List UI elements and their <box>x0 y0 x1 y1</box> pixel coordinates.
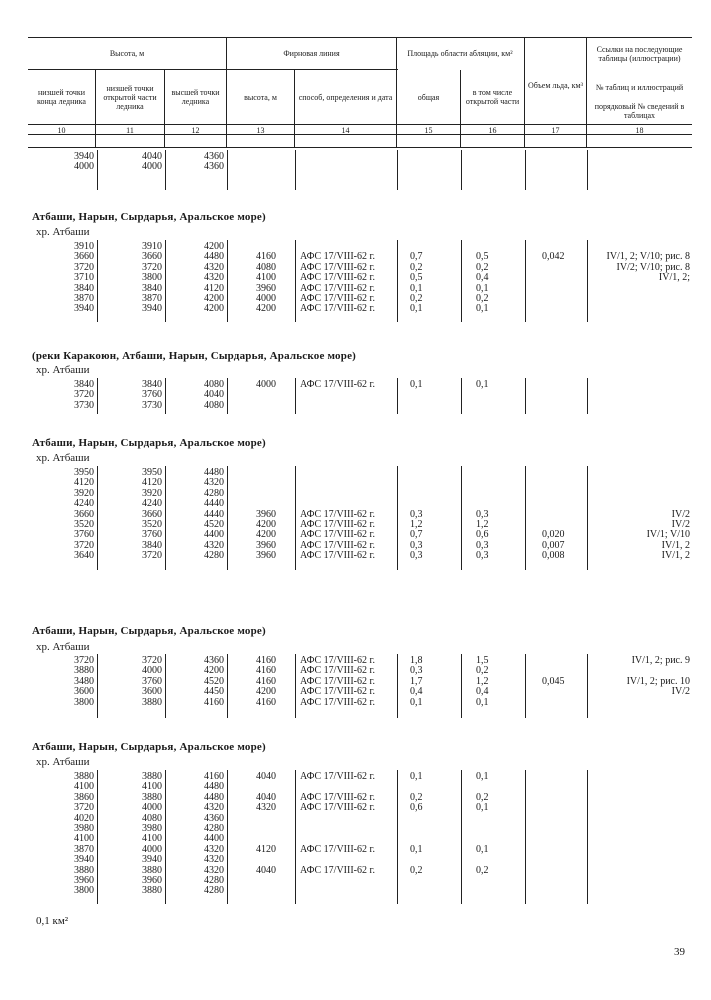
cell-column-c14: АФС 17/VIII-62 г. АФС 17/VIII-62 г. АФС 17/VIII-62 г. АФС 17/VIII-62 г. АФС 17/VIII-62 г. <box>300 771 375 876</box>
header-names-rule <box>28 124 692 125</box>
column-rule <box>97 378 98 414</box>
cell-column-c12: 4080 4040 4080 <box>204 379 224 411</box>
cell-column-c14: АФС 17/VIII-62 г. <box>300 379 375 390</box>
column-rule <box>587 770 588 904</box>
header-col14: способ, определения и дата <box>298 92 393 102</box>
cell-column-c12: 4480 4320 4280 4440 4440 4520 4400 4320 4280 <box>204 467 224 562</box>
cell-column-c10: 3940 4000 <box>74 151 94 173</box>
cell-column-c18: IV/2 IV/2 IV/1; V/10 IV/1, 2 IV/1, 2 <box>646 508 690 562</box>
col-number-11: 11 <box>126 126 134 135</box>
column-rule <box>295 150 296 190</box>
cell-column-c12: 4160 4480 4480 4320 4360 4280 4400 4320 4320 4320 4280 4280 <box>204 771 224 897</box>
column-rule <box>227 654 228 718</box>
column-rule <box>397 150 398 190</box>
footnote: 0,1 км² <box>36 915 69 927</box>
section-subtitle: хр. Атбаши <box>36 641 90 653</box>
column-rule <box>165 654 166 718</box>
header-col18-mid: № таблиц и иллюстраций <box>595 82 684 92</box>
cell-column-c10: 3910 3660 3720 3710 3840 3870 3940 <box>74 241 94 315</box>
cell-column-c14: АФС 17/VIII-62 г. АФС 17/VIII-62 г. АФС 17/VIII-62 г. АФС 17/VIII-62 г. АФС 17/VIII-62 г. <box>300 655 375 708</box>
cell-column-c17: 0,042 <box>542 251 565 263</box>
column-rule <box>227 378 228 414</box>
cell-column-c15: 0,1 0,2 0,6 0,1 0,2 <box>410 771 423 876</box>
cell-column-c11: 3720 4000 3760 3600 3880 <box>142 655 162 708</box>
col-number-12: 12 <box>191 126 200 135</box>
cell-column-c10: 3880 4100 3860 3720 4020 3980 4100 3870 3940 3880 3960 3800 <box>74 771 94 897</box>
column-rule <box>525 150 526 190</box>
column-rule <box>295 240 296 322</box>
cell-column-c12: 4360 4360 <box>204 151 224 173</box>
column-rule <box>165 150 166 190</box>
cell-column-c17: 0,045 <box>542 675 565 687</box>
column-rule <box>461 466 462 570</box>
header-col15: общая <box>417 92 440 102</box>
section-subtitle: хр. Атбаши <box>36 452 90 464</box>
cell-column-c13: 3960 4200 4200 3960 3960 <box>256 508 276 562</box>
cell-column-c16: 0,1 0,2 0,1 0,1 0,2 <box>476 771 489 876</box>
column-rule <box>97 654 98 718</box>
cell-column-c11: 3910 3660 3720 3800 3840 3870 3940 <box>142 241 162 315</box>
cell-column-c10: 3950 4120 3920 4240 3660 3520 3760 3720 3640 <box>74 467 94 562</box>
column-rule <box>227 150 228 190</box>
cell-column-c11: 3840 3760 3730 <box>142 379 162 411</box>
column-rule <box>97 150 98 190</box>
header-col18-top: Ссылки на последующие таблицы (иллюстрации) <box>596 45 683 63</box>
cell-column-c17: 0,020 0,007 0,008 <box>542 529 565 562</box>
column-rule <box>587 150 588 190</box>
cell-column-c16: 0,5 0,2 0,4 0,1 0,2 0,1 <box>476 251 489 315</box>
column-rule <box>165 378 166 414</box>
column-rule <box>165 240 166 322</box>
section-title: (реки Каракоюн, Атбаши, Нарын, Сырдарья, Аральское море) <box>32 350 357 362</box>
column-rule <box>97 240 98 322</box>
column-rule <box>525 770 526 904</box>
cell-column-c11: 4040 4000 <box>142 151 162 173</box>
cell-column-c13: 4000 <box>256 379 276 390</box>
col-number-15: 15 <box>424 126 433 135</box>
column-rule <box>397 466 398 570</box>
column-rule <box>165 466 166 570</box>
cell-column-c16: 0,1 <box>476 379 489 390</box>
column-rule <box>461 378 462 414</box>
header-col16: в том числе открытой части <box>465 88 520 106</box>
column-rule <box>525 466 526 570</box>
col-number-16: 16 <box>488 126 497 135</box>
column-rule <box>295 654 296 718</box>
cell-column-c13: 4160 4160 4160 4200 4160 <box>256 655 276 708</box>
header-col17: Объем льда, км³ <box>527 81 583 90</box>
cell-column-c11: 3880 4100 3880 4000 4080 3980 4100 4000 3940 3880 3960 3880 <box>142 771 162 897</box>
section-subtitle: хр. Атбаши <box>36 226 90 238</box>
col-number-10: 10 <box>57 126 66 135</box>
column-rule <box>461 654 462 718</box>
cell-column-c15: 0,1 <box>410 379 423 390</box>
header-col12: высшей точки ледника <box>171 88 220 106</box>
column-rule <box>97 466 98 570</box>
column-rule <box>397 770 398 904</box>
section-title: Атбаши, Нарын, Сырдарья, Аральское море) <box>32 437 266 449</box>
cell-column-c13: 4160 4080 4100 3960 4000 4200 <box>256 251 276 315</box>
header-height-group: Высота, м <box>109 48 145 58</box>
header-firn-group: Фирновая линия <box>283 48 340 58</box>
page-number: 39 <box>674 946 685 958</box>
column-rule <box>295 770 296 904</box>
column-rule <box>525 240 526 322</box>
column-rule <box>397 654 398 718</box>
column-rule <box>525 654 526 718</box>
column-rule <box>461 240 462 322</box>
cell-column-c18: IV/1, 2; V/10; рис. 8 IV/2; V/10; рис. 8 IV/1, 2; <box>606 251 690 284</box>
section-title: Атбаши, Нарын, Сырдарья, Аральское море) <box>32 211 266 223</box>
column-rule <box>295 466 296 570</box>
cell-column-c14: АФС 17/VIII-62 г. АФС 17/VIII-62 г. АФС 17/VIII-62 г. АФС 17/VIII-62 г. АФС 17/VIII-62 г. <box>300 508 375 562</box>
column-rule <box>227 240 228 322</box>
column-rule <box>587 378 588 414</box>
cell-column-c18: IV/1, 2; рис. 9 IV/1, 2; рис. 10 IV/2 <box>626 655 690 698</box>
column-rule <box>97 770 98 904</box>
column-rule <box>587 466 588 570</box>
col-number-18: 18 <box>635 126 644 135</box>
cell-column-c15: 1,8 0,3 1,7 0,4 0,1 <box>410 655 423 708</box>
section-subtitle: хр. Атбаши <box>36 756 90 768</box>
column-rule <box>525 378 526 414</box>
cell-column-c15: 0,3 1,2 0,7 0,3 0,3 <box>410 508 423 562</box>
header-col18-bot: порядковый № сведений в таблицах <box>594 102 685 120</box>
header-col11: низшей точки открытой части ледника <box>103 83 157 111</box>
section-title: Атбаши, Нарын, Сырдарья, Аральское море) <box>32 741 266 753</box>
col-number-14: 14 <box>341 126 350 135</box>
cell-column-c15: 0,7 0,2 0,5 0,1 0,2 0,1 <box>410 251 423 315</box>
col-number-17: 17 <box>551 126 560 135</box>
cell-column-c10: 3840 3720 3730 <box>74 379 94 411</box>
header-bottom-rule <box>28 147 692 148</box>
header-col13: высота, м <box>244 92 277 102</box>
cell-column-c10: 3720 3880 3480 3600 3800 <box>74 655 94 708</box>
cell-column-c13: 4040 4040 4320 4120 4040 <box>256 771 276 876</box>
cell-column-c16: 0,3 1,2 0,6 0,3 0,3 <box>476 508 489 562</box>
section-subtitle: хр. Атбаши <box>36 364 90 376</box>
cell-column-c11: 3950 4120 3920 4240 3660 3520 3760 3840 3720 <box>142 467 162 562</box>
cell-column-c14: АФС 17/VIII-62 г. АФС 17/VIII-62 г. АФС 17/VIII-62 г. АФС 17/VIII-62 г. АФС 17/VIII-62 г. АФС 17/VIII-62 г. <box>300 251 375 315</box>
column-rule <box>587 654 588 718</box>
column-rule <box>227 770 228 904</box>
header-col10: низшей точки конца ледника <box>37 88 86 106</box>
column-rule <box>295 378 296 414</box>
column-rule <box>461 150 462 190</box>
column-rule <box>397 378 398 414</box>
col-number-13: 13 <box>256 126 265 135</box>
column-rule <box>227 466 228 570</box>
cell-column-c12: 4360 4200 4520 4450 4160 <box>204 655 224 708</box>
cell-column-c16: 1,5 0,2 1,2 0,4 0,1 <box>476 655 489 708</box>
column-rule <box>587 240 588 322</box>
cell-column-c12: 4200 4480 4320 4320 4120 4200 4200 <box>204 241 224 315</box>
column-rule <box>461 770 462 904</box>
header-area-group: Площадь области абляции, км² <box>407 48 513 58</box>
column-rule <box>397 240 398 322</box>
section-title: Атбаши, Нарын, Сырдарья, Аральское море) <box>32 625 266 637</box>
column-rule <box>165 770 166 904</box>
